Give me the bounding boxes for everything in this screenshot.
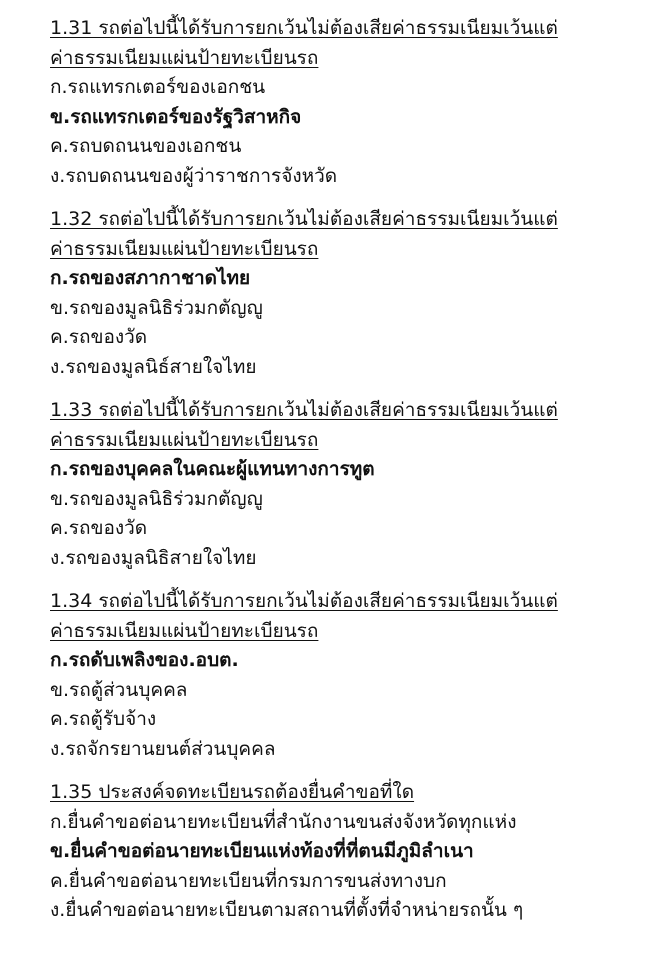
question-text: 1.34 รถต่อไปนี้ได้รับการยกเว้นไม่ต้องเสียค่าธรรมเนียมเว้นแต่ [50, 590, 558, 612]
option-a: ก.รถแทรกเตอร์ของเอกชน [50, 76, 266, 98]
option-a-correct: ก.รถของสภากาชาดไทย [50, 267, 251, 289]
question-text: 1.31 รถต่อไปนี้ได้รับการยกเว้นไม่ต้องเสียค่าธรรมเนียมเว้นแต่ [50, 17, 558, 39]
question-text-continued: ค่าธรรมเนียมแผ่นป้ายทะเบียนรถ [50, 428, 319, 451]
option-d: ง.รถจักรยานยนต์ส่วนบุคคล [50, 737, 276, 760]
option-d: ง.รถบดถนนของผู้ว่าราชการจังหวัด [50, 164, 338, 187]
question-text-continued: ค่าธรรมเนียมแผ่นป้ายทะเบียนรถ [50, 619, 319, 642]
option-c: ค.รถตู้รับจ้าง [50, 708, 157, 730]
option-b: ข.รถตู้ส่วนบุคคล [50, 678, 188, 701]
option-d: ง.ยื่นคำขอต่อนายทะเบียนตามสถานที่ตั้งที่จำหน่ายรถนั้น ๆ [50, 899, 524, 921]
option-a: ก.ยื่นคำขอต่อนายทะเบียนที่สำนักงานขนส่งจังหวัดทุกแห่ง [50, 810, 517, 833]
option-b-correct: ข.ยื่นคำขอต่อนายทะเบียนแห่งท้องที่ที่ตนมีภูมิลำเนา [50, 840, 474, 862]
question-1-33 [50, 396, 665, 573]
option-a-correct: ก.รถดับเพลิงของ.อบต. [50, 649, 239, 671]
question-text-continued: ค่าธรรมเนียมแผ่นป้ายทะเบียนรถ [50, 46, 319, 69]
option-c: ค.รถบดถนนของเอกชน [50, 135, 242, 157]
option-b: ข.รถของมูลนิธิร่วมกตัญญู [50, 487, 263, 510]
question-1-32 [50, 205, 665, 382]
question-text-continued: ค่าธรรมเนียมแผ่นป้ายทะเบียนรถ [50, 237, 319, 260]
option-d: ง.รถของมูลนิธิสายใจไทย [50, 546, 257, 569]
option-b-correct: ข.รถแทรกเตอร์ของรัฐวิสาหกิจ [50, 105, 302, 128]
option-c: ค.ยื่นคำขอต่อนายทะเบียนที่กรมการขนส่งทางบก [50, 869, 447, 892]
question-1-35 [50, 778, 665, 926]
question-1-31 [50, 14, 665, 191]
option-d: ง.รถของมูลนิธ์สายใจไทย [50, 355, 257, 378]
option-c: ค.รถของวัด [50, 517, 148, 539]
question-1-34 [50, 587, 665, 764]
option-b: ข.รถของมูลนิธิร่วมกตัญญู [50, 296, 263, 319]
question-text: 1.35 ประสงค์จดทะเบียนรถต้องยื่นคำขอที่ใด [50, 781, 415, 803]
question-text: 1.32 รถต่อไปนี้ได้รับการยกเว้นไม่ต้องเสียค่าธรรมเนียมเว้นแต่ [50, 208, 558, 230]
option-a-correct: ก.รถของบุคคลในคณะผู้แทนทางการทูต [50, 458, 375, 480]
question-text: 1.33 รถต่อไปนี้ได้รับการยกเว้นไม่ต้องเสียค่าธรรมเนียมเว้นแต่ [50, 399, 558, 421]
option-c: ค.รถของวัด [50, 326, 148, 348]
